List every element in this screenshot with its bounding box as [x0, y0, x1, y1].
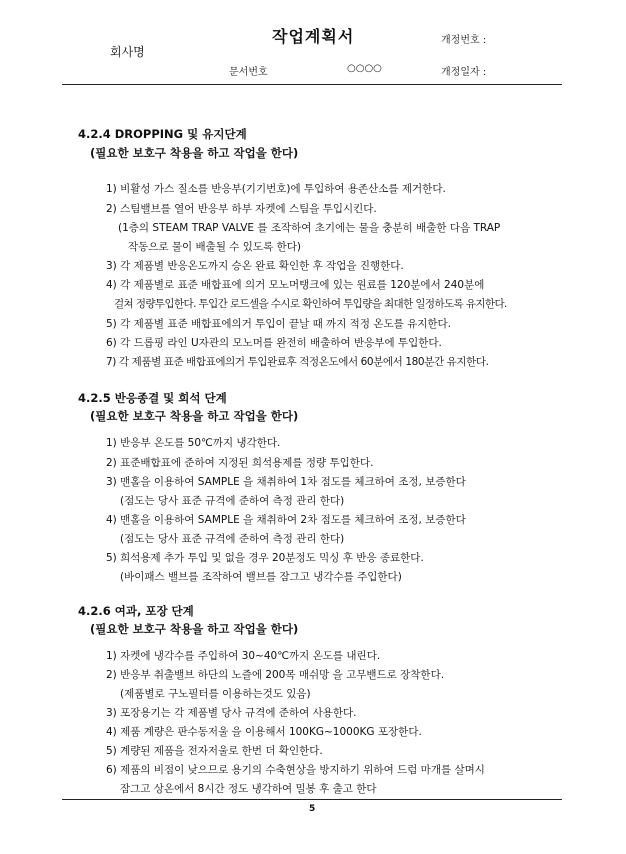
list-item: 4) 각 제품별로 표준 배합표에 의거 모노머탱크에 있는 원료를 120분에서 240분에: [106, 279, 485, 291]
document-title: 작업계획서: [272, 27, 355, 46]
list-item: 2) 표준배합표에 준하여 지정된 희석용제를 정량 투입한다.: [106, 457, 374, 469]
list-item: (제품별로 구노필터를 이용하는것도 있음): [120, 688, 311, 700]
list-item: 2) 반응부 취출밸브 하단의 노즐에 200목 매쉬망 을 고무밴드로 장착한다.: [106, 669, 445, 681]
list-item: 7) 각 제품별 표준 배합표에의거 투입완료후 적정온도에서 60분에서 180분간 유지한다.: [106, 356, 489, 368]
list-item: 3) 맨홀을 이용하여 SAMPLE 을 채취하여 1차 점도를 체크하여 조정, 보증한다: [106, 476, 466, 488]
section-heading: 4.2.5 반응종결 및 희석 단계: [78, 391, 227, 405]
document-number-value: ○○○○: [347, 63, 382, 74]
list-item: (1층의 STEAM TRAP VALVE 를 조작하여 초기에는 물을 충분히 배출한 다음 TRAP: [118, 222, 501, 234]
company-name: 회사명: [110, 45, 145, 59]
list-item: 6) 제품의 비점이 낮으므로 용기의 수축현상을 방지하기 위하여 드럼 마개를 살며시: [106, 764, 485, 776]
section-heading: 4.2.4 DROPPING 및 유지단계: [78, 127, 247, 141]
list-item: 작동으로 물이 배출될 수 있도록 한다): [128, 241, 301, 253]
section-note: (필요한 보호구 착용을 하고 작업을 한다): [90, 409, 299, 423]
revision-number-label: 개정번호 :: [441, 35, 487, 46]
list-item: 6) 각 드롭핑 라인 U자관의 모노머를 완전히 배출하여 반응부에 투입한다.: [106, 337, 442, 349]
document-number-label: 문서번호: [229, 67, 268, 78]
section-heading: 4.2.6 여과, 포장 단계: [78, 604, 194, 618]
footer-divider: [62, 799, 562, 800]
list-item: 2) 스팀밸브를 열어 반응부 하부 자켓에 스팀을 투입시킨다.: [106, 203, 377, 215]
header-divider: [62, 84, 562, 85]
list-item: 1) 반응부 온도를 50℃까지 냉각한다.: [106, 437, 281, 449]
list-item: 5) 각 제품별 표준 배합표에의거 투입이 끝날 때 까지 적정 온도를 유지한다.: [106, 318, 451, 330]
list-item: (바이패스 밸브를 조작하여 밸브를 잠그고 냉각수를 주입한다): [120, 571, 402, 583]
list-item: 1) 비활성 가스 질소를 반응부(기기번호)에 투입하여 용존산소를 제거한다.: [106, 183, 446, 195]
list-item: 걸쳐 정량투입한다. 투입간 로드셀을 수시로 확인하여 투입량을 최대한 일정하도록 유지한다.: [114, 298, 507, 310]
list-item: 4) 맨홀을 이용하여 SAMPLE 을 채취하여 2차 점도를 체크하여 조정, 보증한다: [106, 514, 466, 526]
list-item: 5) 희석용제 추가 투입 및 없을 경우 20분정도 믹싱 후 반응 종료한다.: [106, 552, 424, 564]
list-item: 잠그고 상온에서 8시간 정도 냉각하여 밀봉 후 출고 한다: [120, 783, 377, 795]
page-number: 5: [309, 804, 316, 814]
list-item: 5) 계량된 제품을 전자저울로 한번 더 확인한다.: [106, 745, 323, 757]
list-item: 3) 포장용기는 각 제품별 당사 규격에 준하여 사용한다.: [106, 707, 357, 719]
section-note: (필요한 보호구 착용을 하고 작업을 한다): [90, 146, 299, 160]
list-item: 1) 자켓에 냉각수를 주입하여 30~40℃까지 온도를 내린다.: [106, 650, 381, 662]
revision-date-label: 개정일자 :: [441, 67, 487, 78]
list-item: 4) 제품 계량은 판수동저울 을 이용해서 100KG~1000KG 포장한다.: [106, 726, 422, 738]
list-item: (점도는 당사 표준 규격에 준하여 측정 관리 한다): [120, 533, 345, 545]
list-item: 3) 각 제품별 반응온도까지 승온 완료 확인한 후 작업을 진행한다.: [106, 260, 404, 272]
section-note: (필요한 보호구 착용을 하고 작업을 한다): [90, 622, 299, 636]
list-item: (점도는 당사 표준 규격에 준하여 측정 관리 한다): [120, 495, 345, 507]
